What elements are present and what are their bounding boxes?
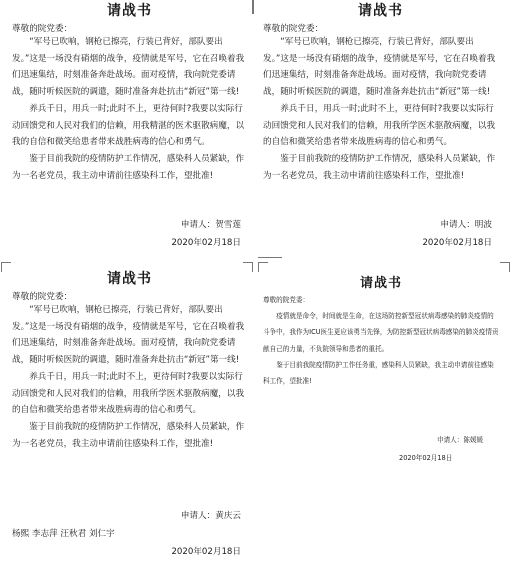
salutation: 尊敬的院党委： bbox=[12, 292, 73, 302]
letter-1 bbox=[12, 0, 247, 260]
letter-3 bbox=[12, 268, 247, 562]
letter-paragraph: 鉴于目前我院疫情防护工作任务重，感染科人员紧缺，我主动申请前往感染科工作，望批准! bbox=[263, 360, 494, 386]
salutation: 尊敬的院党委： bbox=[12, 24, 73, 34]
crop-mark bbox=[1, 262, 11, 263]
crop-mark bbox=[252, 262, 253, 272]
letter-paragraph: 鉴于目前我院的疫情防护工作情况，感染科人员紧缺，作为一名老党员，我主动申请前往感染科工作，望批准! bbox=[12, 421, 245, 449]
letter-paragraph: “军号已吹响，钢枪已擦亮，行装已背好，部队要出发。”这是一场没有硝烟的战争，疫情就是军号，它在召唤着我们迅速集结，时刻准备奔赴战场。面对疫情，我向院党委请战，随时听候医院的调遣，随时准备奔赴抗击“新冠”第一线! bbox=[12, 37, 245, 98]
crop-mark bbox=[1, 262, 2, 272]
letter-paragraph: 养兵千日，用兵一时;此时不上，更待何时?我要以实际行动回馈党和人民对我们的信赖，用我所学医术驱散病魔，以我的自信和微笑给患者带来战胜病毒的信心和勇气。 bbox=[263, 103, 496, 148]
crop-mark bbox=[253, 0, 254, 14]
letter-paragraph: 鉴于目前我院的疫情防护工作情况，感染科人员紧缺，作为一名老党员，我主动申请前往感染科工作，望批准! bbox=[263, 153, 496, 181]
letter-paragraph: 养兵千日，用兵一时;此时不上，更待何时?我要以实际行动回馈党和人民对我们的信赖，用我所学医术驱散病魔，以我的自信和微笑给患者带来战胜病毒的信心和勇气。 bbox=[12, 371, 245, 416]
applicant: 申请人：陈媛媛 bbox=[437, 436, 484, 444]
letter-paragraph: 养兵千日，用兵一时;此时不上，更待何时?我要以实际行动回馈党和人民对我们的信赖，用我精湛的医术驱散病魔，以我的自信和微笑给患者带来战胜病毒的信心和勇气。 bbox=[12, 103, 245, 148]
letter-title: 请战书 bbox=[107, 271, 152, 287]
letter-paragraph: “军号已吹响，钢枪已擦亮，行装已背好，部队要出发。”这是一场没有硝烟的战争，疫情就是军号，它在召唤着我们迅速集结，时刻准备奔赴战场。面对疫情，我向院党委请战，随时听候医院的调遣，随时准备奔赴抗击“新冠”第一线! bbox=[263, 37, 496, 98]
letter-date: 2020年02月18日 bbox=[399, 454, 453, 462]
applicant: 申请人：黄庆云 bbox=[180, 511, 241, 521]
letter-paragraph: 鉴于目前我院的疫情防护工作情况，感染科人员紧缺，作为一名老党员，我主动申请前往感染科工作，望批准! bbox=[12, 153, 245, 181]
letter-title: 请战书 bbox=[107, 3, 152, 19]
letter-2 bbox=[263, 0, 498, 260]
crop-mark bbox=[258, 262, 268, 263]
letter-title: 请战书 bbox=[359, 276, 402, 291]
crop-mark bbox=[258, 262, 259, 272]
letter-date: 2020年02月18日 bbox=[171, 238, 241, 248]
letter-4 bbox=[263, 272, 499, 492]
letter-paragraph: “军号已吹响，钢枪已擦亮，行装已背好，部队要出发。”这是一场没有硝烟的战争，疫情就是军号，它在召唤着我们迅速集结，时刻准备奔赴战场。面对疫情，我向院党委请战，随时听候医院的调遣，随时准备奔赴抗击“新冠”第一线! bbox=[12, 305, 245, 366]
cosigners: 杨熙 李志萍 汪秋君 刘仁宇 bbox=[12, 529, 115, 539]
letter-date: 2020年02月18日 bbox=[422, 238, 492, 248]
crop-mark bbox=[509, 262, 510, 272]
letter-date: 2020年02月18日 bbox=[171, 547, 241, 557]
letter-paragraph: 疫情就是命令，时间就是生命，在这场防控新型冠状病毒感染的肺炎疫情的斗争中，我作为ICU医生更应该勇当先锋，为防控新型冠状病毒感染的肺炎疫情贡献自己的力量，不负院领导和患者的重托。 bbox=[263, 312, 499, 353]
salutation: 尊敬的院党委： bbox=[263, 24, 324, 34]
applicant: 申请人：明波 bbox=[440, 220, 492, 230]
applicant: 申请人：贺雪莲 bbox=[180, 220, 241, 230]
salutation: 尊敬的院党委： bbox=[263, 296, 310, 304]
letter-title: 请战书 bbox=[358, 3, 403, 19]
